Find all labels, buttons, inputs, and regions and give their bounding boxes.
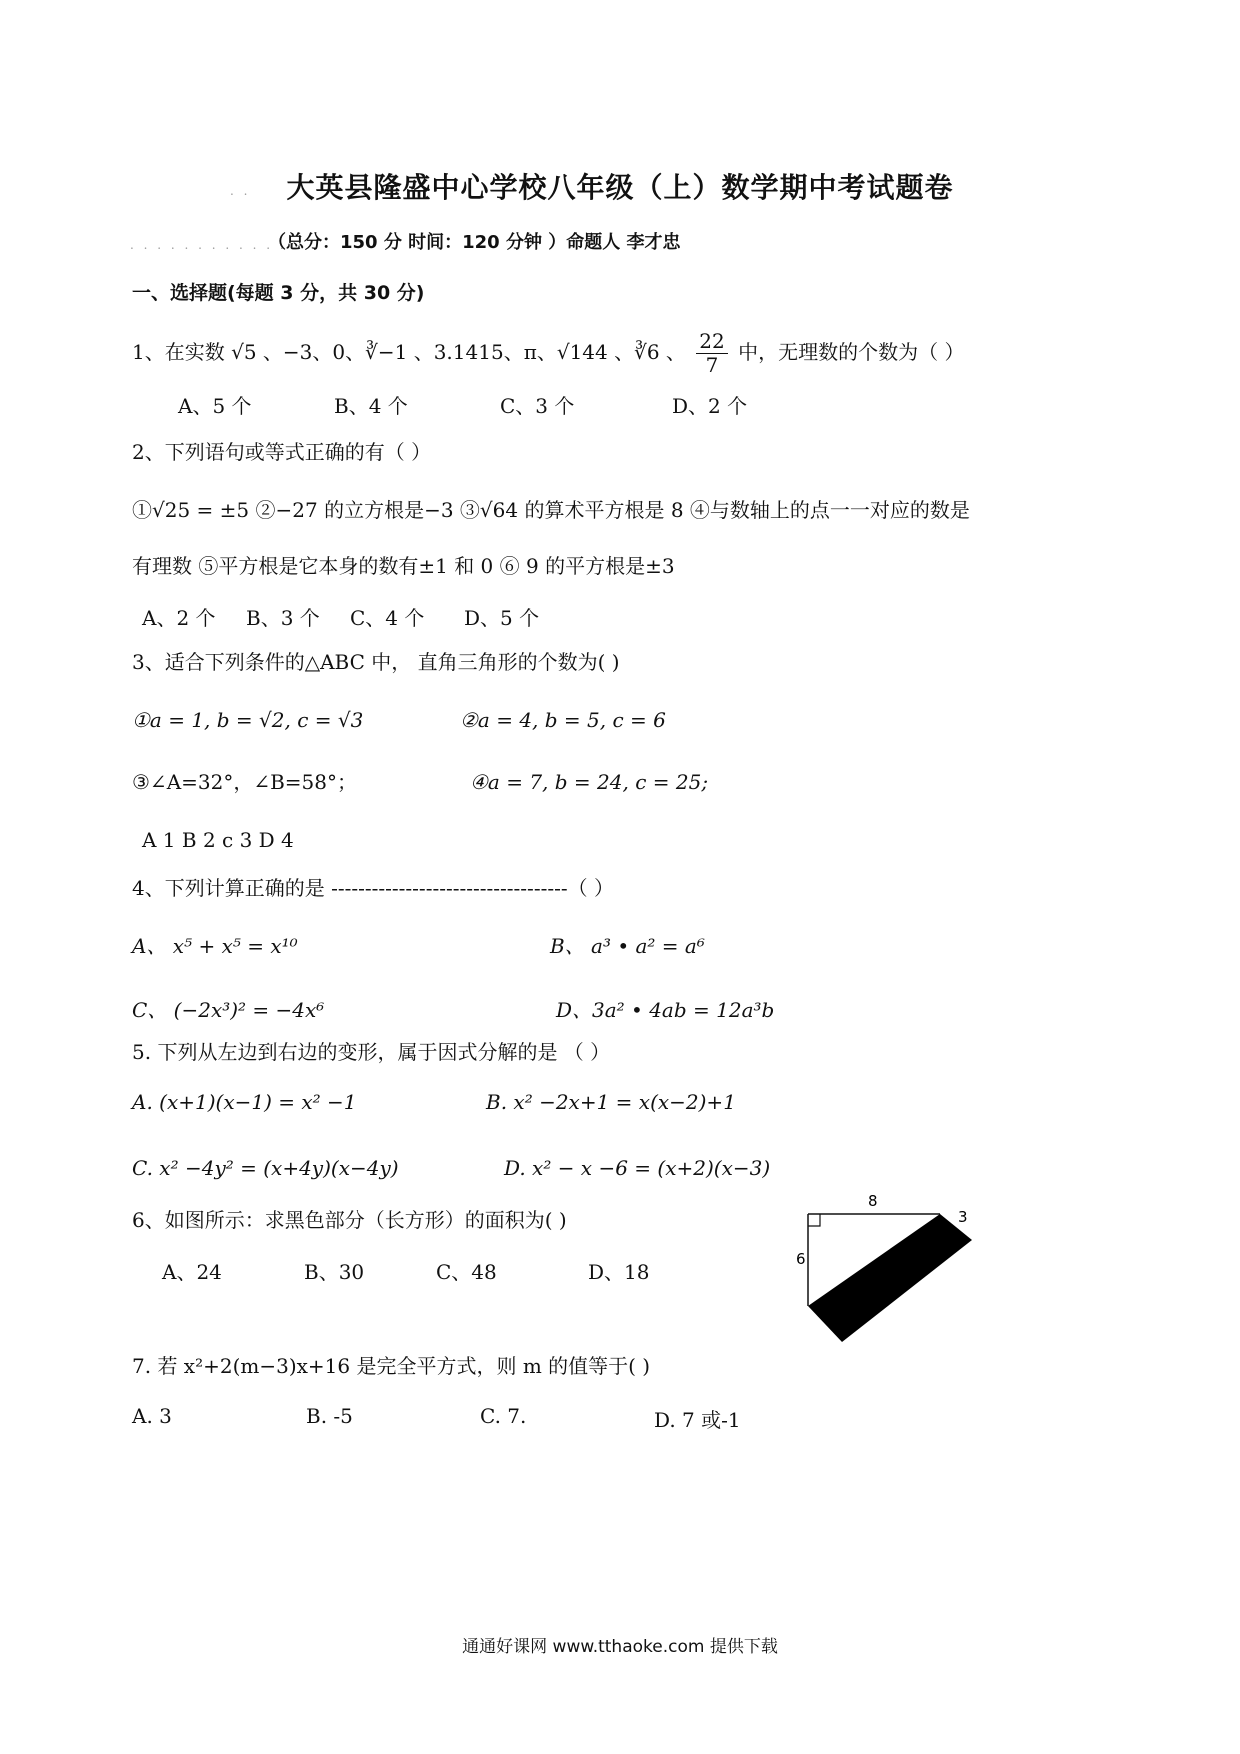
q1-option-c: C、3 个	[500, 394, 575, 418]
q5-option-d: D. x² − x −6 = (x+2)(x−3)	[504, 1156, 771, 1180]
question-7-stem: 7. 若 x²+2(m−3)x+16 是完全平方式，则 m 的值等于( )	[132, 1354, 651, 1378]
q2-option-a: A、2 个	[142, 606, 216, 630]
q1-suffix: 中，无理数的个数为（ ）	[738, 340, 965, 364]
q6-figure	[796, 1188, 986, 1352]
question-2-statements-line2: 有理数 ⑤平方根是它本身的数有±1 和 0 ⑥ 9 的平方根是±3	[132, 554, 675, 578]
question-3-stem: 3、适合下列条件的△ABC 中， 直角三角形的个数为( )	[132, 650, 620, 674]
q6-option-c: C、48	[436, 1260, 497, 1284]
question-1	[132, 330, 964, 377]
q6-option-b: B、30	[304, 1260, 365, 1284]
q7-option-d: D. 7 或-1	[654, 1408, 741, 1432]
q4-option-a: A、 x⁵ + x⁵ = x¹⁰	[132, 934, 298, 958]
q1-fraction-denominator: 7	[705, 353, 719, 377]
q2-option-b: B、3 个	[246, 606, 320, 630]
q7-option-c: C. 7.	[480, 1404, 527, 1428]
q3-condition-4: ④a = 7, b = 24, c = 25;	[470, 770, 709, 794]
rectangle-diagram	[796, 1188, 986, 1348]
question-2-stem: 2、下列语句或等式正确的有（ ）	[132, 440, 432, 464]
question-5-stem: 5. 下列从左边到右边的变形，属于因式分解的是 （ ）	[132, 1040, 611, 1064]
figure-label-top: 8	[868, 1192, 878, 1210]
q4-option-c: C、 (−2x³)² = −4x⁶	[132, 998, 325, 1022]
question-6-stem: 6、如图所示：求黑色部分（长方形）的面积为( )	[132, 1208, 567, 1232]
q3-condition-3: ③∠A=32°，∠B=58°；	[132, 770, 357, 794]
q3-condition-2: ②a = 4, b = 5, c = 6	[460, 708, 666, 732]
q5-option-c: C. x² −4y² = (x+4y)(x−4y)	[132, 1156, 399, 1180]
q1-fraction	[696, 330, 727, 377]
footer-credit: 通通好课网 www.tthaoke.com 提供下载	[462, 1637, 778, 1657]
q1-fraction-numerator: 22	[696, 330, 727, 354]
q5-option-a: A. (x+1)(x−1) = x² −1	[132, 1090, 357, 1114]
q2-option-c: C、4 个	[350, 606, 425, 630]
exam-meta: （总分：150 分 时间：120 分钟 ）命题人 李才忠	[268, 232, 681, 253]
leader-dots: . .	[230, 184, 251, 198]
q6-option-d: D、18	[588, 1260, 650, 1284]
q4-option-d: D、3a² • 4ab = 12a³b	[556, 998, 775, 1022]
q5-option-b: B. x² −2x+1 = x(x−2)+1	[486, 1090, 736, 1114]
q3-options: A 1 B 2 c 3 D 4	[142, 828, 294, 852]
q4-option-b: B、 a³ • a² = a⁶	[550, 934, 705, 958]
q2-option-d: D、5 个	[464, 606, 540, 630]
q3-condition-1: ①a = 1, b = √2, c = √3	[132, 708, 364, 732]
question-2-statements-line1: ①√25 = ±5 ②−27 的立方根是−3 ③√64 的算术平方根是 8 ④与数轴上的点一一对应的数是	[132, 498, 970, 522]
section-heading: 一、选择题(每题 3 分，共 30 分)	[132, 282, 425, 304]
question-4-stem: 4、下列计算正确的是 -----------------------------------（ ）	[132, 876, 614, 900]
q7-option-b: B. -5	[306, 1404, 353, 1428]
q1-option-d: D、2 个	[672, 394, 748, 418]
right-angle-mark	[808, 1214, 820, 1226]
q7-option-a: A. 3	[132, 1404, 172, 1428]
figure-label-left: 6	[796, 1250, 806, 1268]
black-rectangle	[808, 1214, 972, 1342]
q1-option-b: B、4 个	[334, 394, 408, 418]
leader-dots: . . . . . . . . . . . .	[130, 238, 287, 252]
q6-option-a: A、24	[162, 1260, 222, 1284]
figure-label-right: 3	[958, 1208, 968, 1226]
q1-expression: √5 、−3、0、∛−1 、3.1415、π、√144 、∛6 、	[231, 340, 686, 364]
q1-prefix: 1、在实数	[132, 340, 225, 364]
page-title: 大英县隆盛中心学校八年级（上）数学期中考试题卷	[286, 171, 954, 204]
q1-option-a: A、5 个	[178, 394, 252, 418]
